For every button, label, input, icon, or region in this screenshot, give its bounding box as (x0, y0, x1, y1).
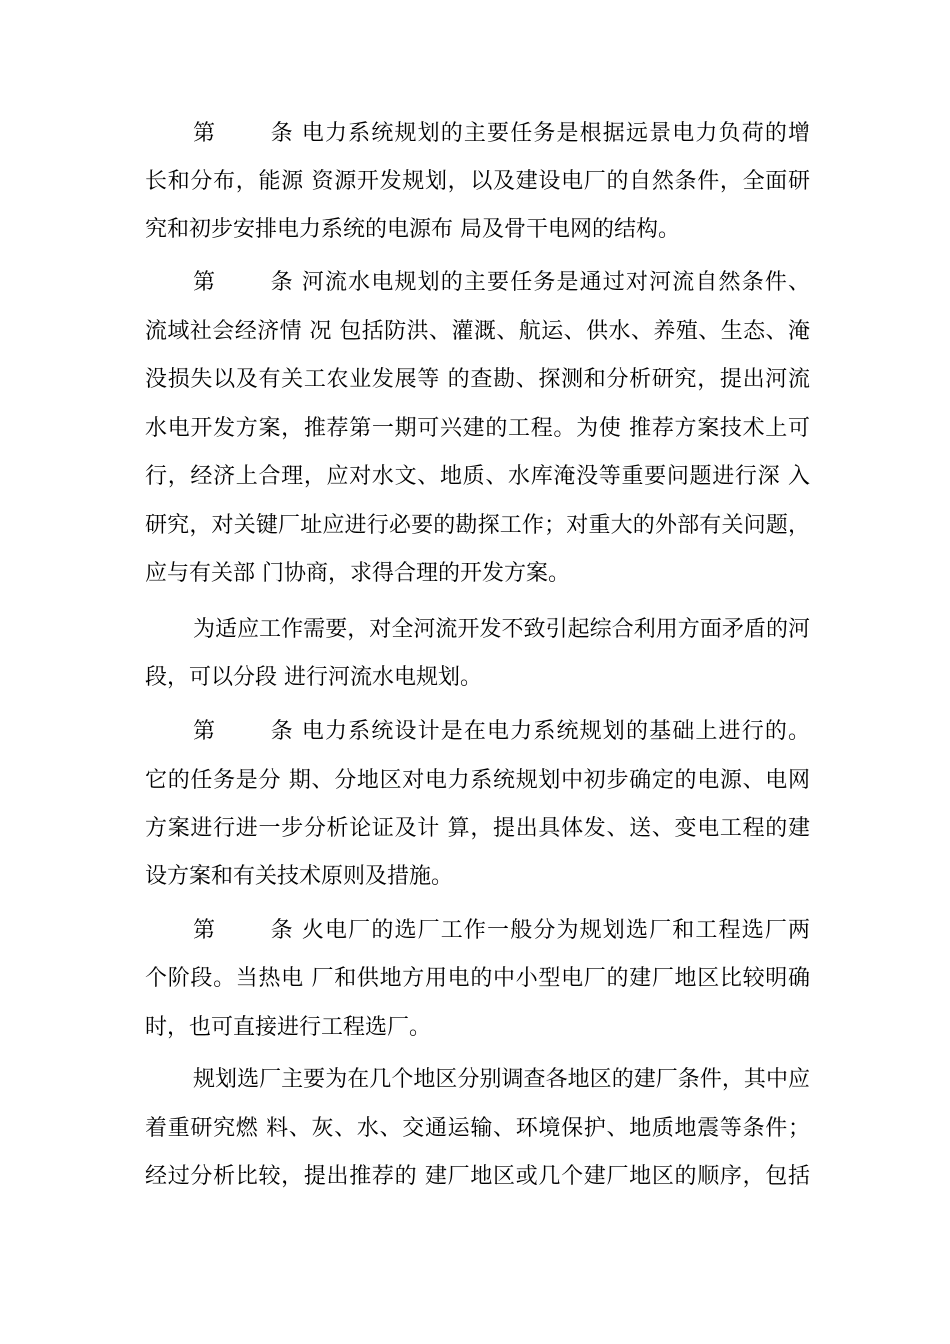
paragraph-6-line-3: 经过分析比较，提出推荐的 建厂地区或几个建厂地区的顺序，包括 (145, 1164, 810, 1189)
paragraph-1-line-2: 长和分布，能源 资源开发规划，以及建设电厂的自然条件，全面研 (145, 169, 810, 194)
paragraph-2-line-4: 水电开发方案，推荐第一期可兴建的工程。为使 推荐方案技术上可 (145, 416, 810, 441)
paragraph-4-line-3: 方案进行进一步分析论证及计 算，提出具体发、送、变电工程的建 (145, 816, 810, 841)
paragraph-3-line-1: 为适应工作需要，对全河流开发不致引起综合利用方面矛盾的河 (193, 617, 810, 642)
paragraph-6-line-1: 规划选厂主要为在几个地区分别调查各地区的建厂条件，其中应 (193, 1067, 810, 1092)
paragraph-1-line-1: 第 条 电力系统规划的主要任务是根据远景电力负荷的增 (193, 121, 810, 146)
paragraph-4-line-4: 设方案和有关技术原则及措施。 (145, 864, 454, 889)
paragraph-6-line-2: 着重研究燃 料、灰、水、交通运输、环境保护、地质地震等条件； (145, 1116, 810, 1141)
paragraph-4-line-1: 第 条 电力系统设计是在电力系统规划的基础上进行的。 (193, 719, 810, 744)
paragraph-2-line-2: 流域社会经济情 况 包括防洪、灌溉、航运、供水、养殖、生态、淹 (145, 319, 810, 344)
paragraph-5-line-1: 第 条 火电厂的选厂工作一般分为规划选厂和工程选厂两 (193, 918, 810, 943)
paragraph-2-line-3: 没损失以及有关工农业发展等 的查勘、探测和分析研究，提出河流 (145, 367, 810, 392)
paragraph-3-line-2: 段，可以分段 进行河流水电规划。 (145, 665, 482, 690)
paragraph-5-line-3: 时，也可直接进行工程选厂。 (145, 1015, 432, 1040)
paragraph-2-line-1: 第 条 河流水电规划的主要任务是通过对河流自然条件、 (193, 270, 810, 295)
paragraph-2-line-6: 研究，对关键厂址应进行必要的勘探工作；对重大的外部有关问题， (145, 513, 810, 538)
paragraph-4-line-2: 它的任务是分 期、分地区对电力系统规划中初步确定的电源、电网 (145, 768, 810, 793)
paragraph-5-line-2: 个阶段。当热电 厂和供地方用电的中小型电厂的建厂地区比较明确 (145, 966, 810, 991)
paragraph-2-line-7: 应与有关部 门协商，求得合理的开发方案。 (145, 561, 570, 586)
paragraph-1-line-3: 究和初步安排电力系统的电源布 局及骨干电网的结构。 (145, 217, 680, 242)
paragraph-2-line-5: 行，经济上合理，应对水文、地质、水库淹没等重要问题进行深 入 (145, 464, 810, 489)
